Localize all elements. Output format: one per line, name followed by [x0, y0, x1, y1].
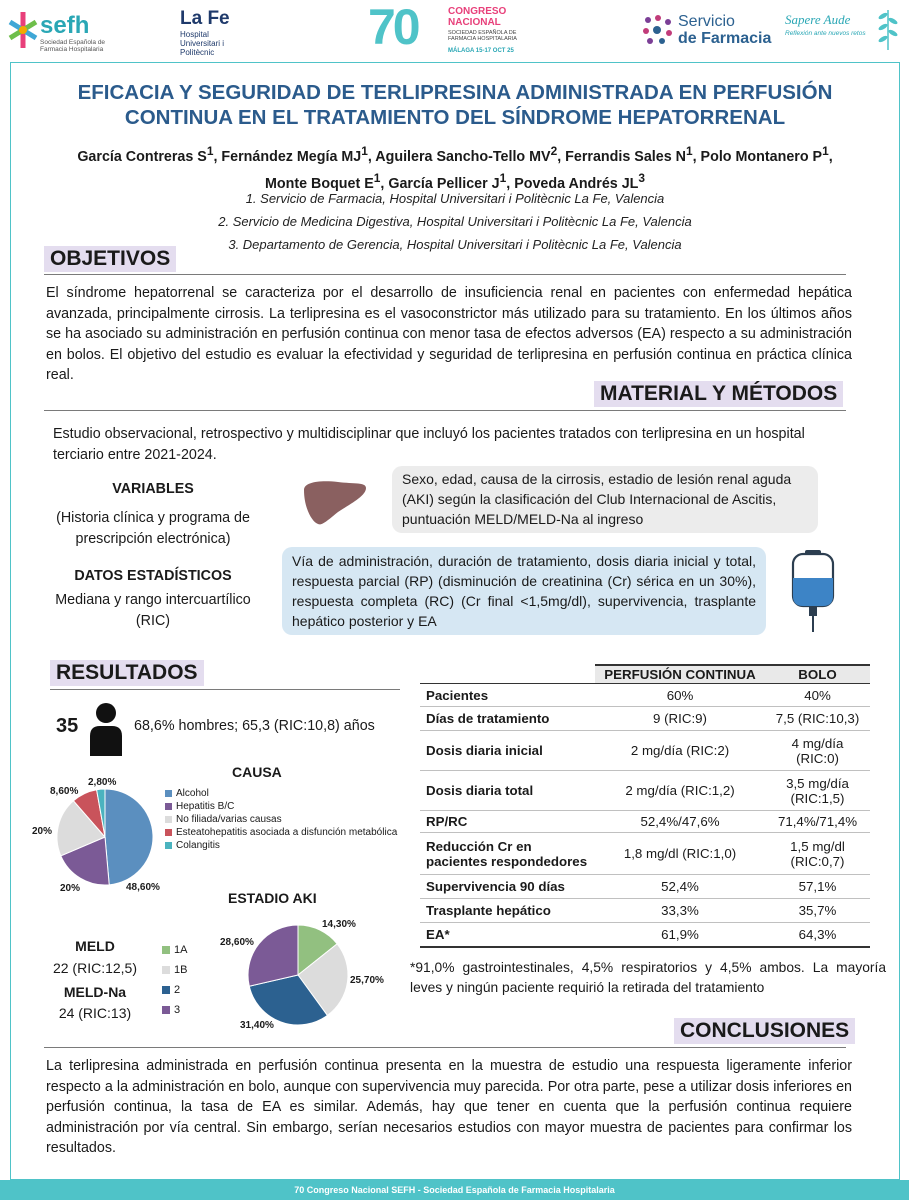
aki-chart-title: ESTADIO AKI: [228, 890, 317, 906]
author: Aguilera Sancho-Tello $MV^2$,: [375, 144, 566, 165]
aki-label-1a: 14,30%: [322, 919, 356, 930]
author: García Pellicer $J^1$,: [388, 170, 515, 192]
legend-esteato: Esteatohepatitis asociada a disfunción metabólica: [165, 826, 397, 839]
affiliation-1: 1. Servicio de Farmacia, Hospital Universitari i Politècnic La Fe, Valencia: [245, 191, 665, 206]
variables-box-1: Sexo, edad, causa de la cirrosis, estadio de lesión renal aguda (AKI) según la clasificación del Club Internacional de Ascitis, puntuación MELD/MELD-Na al ingreso: [392, 466, 818, 533]
objetivos-text: El síndrome hepatorrenal se caracteriza por el desarrollo de insuficiencia renal en pacientes con enfermedad hepática avanzada, principalmente cirrosis. La terlipresina es el vasoconstrictor más utilizado para su tratamiento. En los últimos años se ha asociado su administración en perfusión continua con menor tasa de efectos adversos (EA) respecto a su administración en bolos. El objetivo del estudio es evaluar la efectividad y seguridad de terlipresina en perfusión continua en práctica clínica real.: [46, 285, 852, 383]
meldna-label: MELD-Na: [63, 984, 127, 1000]
legend-colangitis: Colangitis: [165, 839, 397, 852]
table-row: RP/RC 52,4%/47,6% 71,4%/71,4%: [420, 811, 870, 833]
congreso-title: CONGRESO NACIONAL: [448, 6, 507, 28]
aki-label-1b: 25,70%: [350, 975, 384, 986]
table-row: Dosis diaria total 2 mg/día (RIC:1,2) 3,5 mg/día (RIC:1,5): [420, 771, 870, 811]
meld-label: MELD: [75, 938, 115, 954]
variables-title: VARIABLES: [112, 481, 194, 497]
resultados-rule: [50, 689, 400, 690]
estadisticos-title: DATOS ESTADÍSTICOS: [74, 568, 232, 584]
author: Poveda Andrés $JL^3$: [514, 170, 646, 192]
causa-label-nofiliada: 20%: [32, 826, 53, 837]
congreso-place: MÁLAGA 15-17 OCT 25: [448, 48, 514, 54]
affiliation-3: 3. Departamento de Gerencia, Hospital Universitari i Politècnic La Fe, Valencia: [228, 237, 682, 252]
conclusiones-text: La terlipresina administrada en perfusión continua presenta en la muestra de estudio una respuesta ligeramente inferior respecto a la administración en bolo, aunque con supervivencia muy parecida. Por otra parte, pese a utilizar dosis inferiores en perfusión continua, la tasa de EA es similar. Además, hay que tener en cuenta que la perfusión continua requiere administración por vía central. Sin embargo, serían necesarios estudios con mayor muestra de pacientes para confirmar los resultados.: [46, 1058, 852, 1156]
sapere-logo: [785, 6, 905, 54]
table-row: Trasplante hepático 33,3% 35,7%: [420, 899, 870, 923]
conclusiones-heading: CONCLUSIONES: [674, 1018, 855, 1044]
conclusiones-rule: [44, 1047, 846, 1048]
sapere-subtitle: Reflexión ante nuevos retos: [785, 30, 866, 37]
legend-alcohol: Alcohol: [165, 787, 397, 800]
table-row: Dosis diaria inicial 2 mg/día (RIC:2) 4 mg/día (RIC:0): [420, 731, 870, 771]
metodos-heading: MATERIAL Y MÉTODOS: [594, 381, 843, 407]
meld-value: 22 (RIC:12,5): [52, 960, 138, 976]
resultados-heading: RESULTADOS: [50, 660, 204, 686]
aki-slice-3: [248, 925, 298, 986]
sefh-logo: [8, 8, 128, 54]
sefh-emblem-icon: [8, 10, 38, 50]
table-footnote: *91,0% gastrointestinales, 4,5% respiratorios y 4,5% ambos. La mayoría leves y ningún paciente requirió la retirada del tratamiento: [410, 960, 886, 995]
objetivos-heading: OBJETIVOS: [44, 246, 176, 272]
variables-box-2: Vía de administración, duración de tratamiento, dosis diaria inicial y total, respuesta parcial (RP) (disminución de creatinina (Cr) sérica en un 30%), respuesta completa (RC) (Cr final <1,5mg/dl), supervivencia, trasplante hepático posterior y EA: [282, 547, 766, 635]
variables-subtitle: (Historia clínica y programa de prescripción electrónica): [56, 510, 250, 547]
poster-title: EFICACIA Y SEGURIDAD DE TERLIPRESINA ADMINISTRADA EN PERFUSIÓN CONTINUA EN EL TRATAMIENTO DEL SÍNDROME HEPATORRENAL: [77, 81, 833, 129]
causa-label-hepatitis: 20%: [60, 883, 81, 894]
congreso-number: 70: [368, 0, 418, 55]
lafe-subtitle: Hospital Universitari i Politècnic: [180, 30, 225, 57]
sefh-name: sefh: [40, 12, 90, 39]
legend-1b: 1B: [162, 960, 187, 980]
demographics-text: 68,6% hombres; 65,3 (RIC:10,8) años: [134, 718, 375, 734]
affiliation-2: 2. Servicio de Medicina Digestiva, Hospital Universitari i Politècnic La Fe, Valencia: [218, 214, 692, 229]
servicio-line2: de Farmacia: [678, 30, 772, 47]
sefh-subtitle: Sociedad Española de Farmacia Hospitalaria: [40, 39, 106, 53]
servicio-line1: Servicio: [678, 13, 735, 30]
table-row: Pacientes 60% 40%: [420, 684, 870, 707]
objetivos-rule: [44, 274, 846, 275]
lafe-name: La Fe: [180, 8, 230, 29]
congreso-subtitle: SOCIEDAD ESPAÑOLA DE FARMACIA HOSPITALARIA: [448, 30, 517, 42]
table-row: Reducción Cr en pacientes respondedores 1,8 mg/dl (RIC:1,0) 1,5 mg/dl (RIC:0,7): [420, 833, 870, 875]
causa-label-colangitis: 2,80%: [88, 777, 117, 788]
sapere-title: Sapere Aude: [785, 12, 851, 27]
congreso-logo: [368, 0, 528, 58]
metodos-rule: [44, 410, 846, 411]
causa-chart-title: CAUSA: [232, 764, 282, 780]
patient-count: 35: [56, 715, 79, 737]
logo-bar: [0, 0, 909, 62]
legend-nofiliada: No filiada/varias causas: [165, 813, 397, 826]
table-row: EA* 61,9% 64,3%: [420, 923, 870, 947]
aki-pie-chart: [240, 920, 360, 1030]
author: Ferrandis Sales $N^1$,: [565, 144, 701, 165]
author: Monte Boquet $E^1$,: [264, 170, 389, 192]
table-header-bolo: BOLO: [765, 665, 870, 684]
aki-legend: [162, 940, 187, 1020]
liver-icon: [300, 478, 370, 528]
footer-bar: 70 Congreso Nacional SEFH - Sociedad Española de Farmacia Hospitalaria: [0, 1180, 909, 1200]
aki-label-2: 31,40%: [240, 1020, 274, 1031]
author: García Contreras $S^1$,: [77, 144, 222, 165]
lafe-logo: [180, 8, 240, 57]
molecule-icon: [640, 12, 676, 48]
legend-3: 3: [162, 1000, 187, 1020]
meldna-value: 24 (RIC:13): [58, 1005, 132, 1021]
author: Fernández Megía $MJ^1$,: [221, 144, 376, 165]
legend-hepatitis: Hepatitis B/C: [165, 800, 397, 813]
aki-label-3: 28,60%: [220, 937, 254, 948]
person-icon: [88, 702, 124, 756]
table-row: Días de tratamiento 9 (RIC:9) 7,5 (RIC:10,3): [420, 707, 870, 731]
estadisticos-subtitle: Mediana y rango intercuartílico (RIC): [55, 592, 251, 629]
causa-slice-0: [105, 789, 153, 885]
author-list: [60, 141, 850, 195]
legend-1a: 1A: [162, 940, 187, 960]
plant-icon: [873, 6, 903, 50]
table-row: Supervivencia 90 días 52,4% 57,1%: [420, 875, 870, 899]
results-table: [420, 664, 870, 948]
causa-legend: [165, 787, 397, 852]
table-header-row: [420, 665, 870, 684]
table-header-empty: [420, 665, 595, 684]
table-header-perfusion: PERFUSIÓN CONTINUA: [595, 665, 765, 684]
iv-bag-icon: [788, 550, 838, 635]
causa-label-alcohol: 48,60%: [126, 882, 160, 893]
metodos-intro: Estudio observacional, retrospectivo y multidisciplinar que incluyó los pacientes tratados con terlipresina en un hospital terciario entre 2021-2024.: [53, 426, 805, 463]
legend-2: 2: [162, 980, 187, 1000]
servicio-logo: [640, 10, 775, 50]
author: Polo Montanero $P^1$,: [700, 144, 833, 165]
causa-label-esteato: 8,60%: [50, 786, 79, 797]
